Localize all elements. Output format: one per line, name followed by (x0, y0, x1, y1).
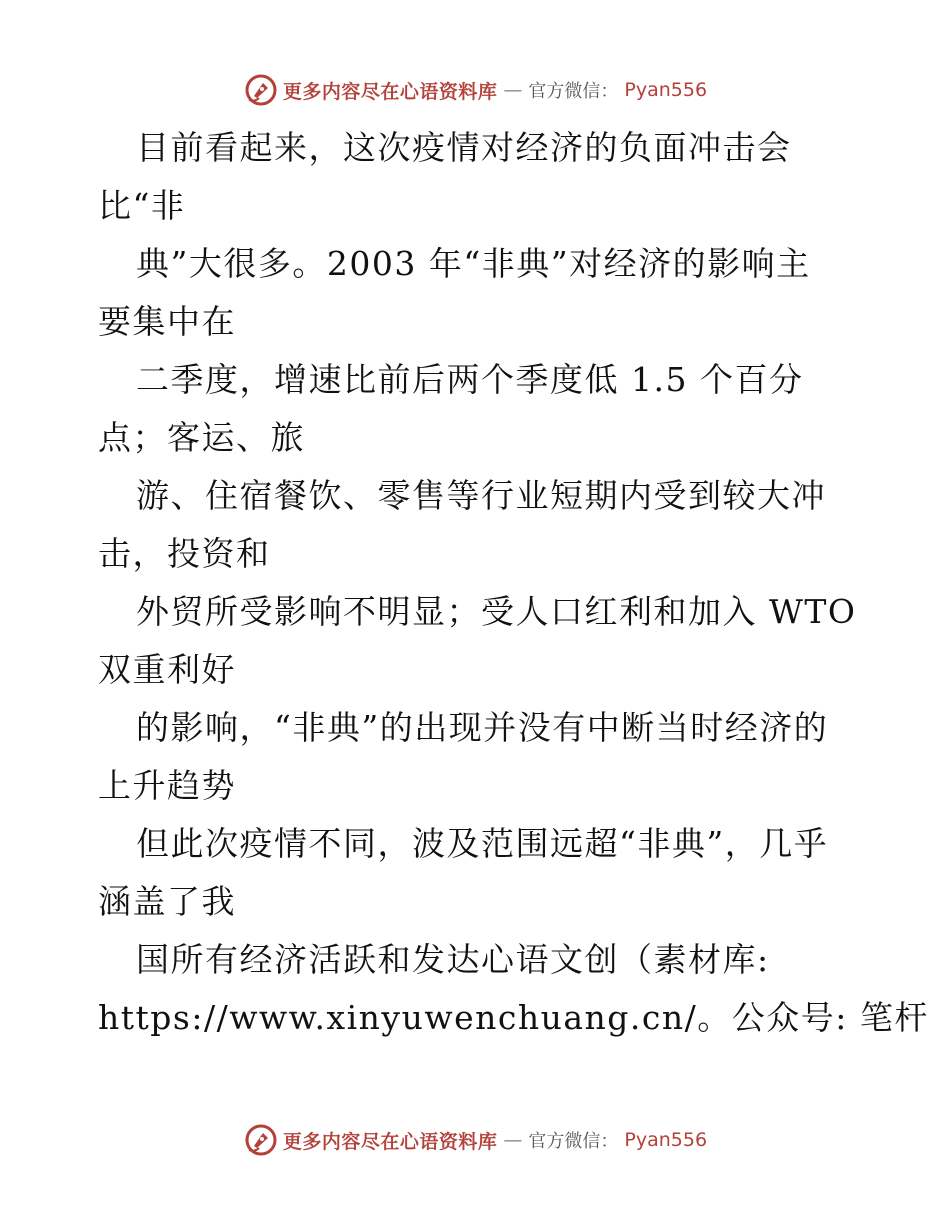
body-line: 游、住宿餐饮、零售等行业短期内受到较大冲 (136, 476, 826, 515)
body-line: 双重利好 (98, 650, 236, 689)
body-line: 二季度，增速比前后两个季度低 1.5 个百分 (136, 360, 804, 399)
header-banner-wechat-id: Pyan556 (624, 79, 708, 101)
body-line: 的影响，“非典”的出现并没有中断当时经济的 (136, 708, 829, 747)
header-banner-title: 更多内容尽在心语资料库 (282, 80, 498, 103)
body-line: 要集中在 (98, 302, 236, 341)
footer-banner-wechat-id: Pyan556 (624, 1129, 708, 1151)
body-line: 涵盖了我 (98, 882, 236, 921)
footer-banner (0, 1120, 950, 1160)
pen-nib-logo-icon (245, 1124, 277, 1156)
pen-nib-logo-icon (245, 74, 277, 106)
header-banner (0, 70, 950, 110)
document-body (98, 128, 929, 1056)
header-banner-content (245, 74, 707, 106)
body-line: 国所有经济活跃和发达心语文创（素材库: (136, 940, 770, 979)
body-line: 点；客运、旅 (98, 418, 305, 457)
body-line: 典”大很多。2003 年“非典”对经济的影响主 (136, 244, 811, 283)
header-banner-sub: 官方微信： (528, 81, 619, 102)
footer-banner-dash: — (503, 1129, 523, 1151)
body-line: 但此次疫情不同，波及范围远超“非典”，几乎 (136, 824, 829, 863)
body-line: 外贸所受影响不明显；受人口红利和加入 WTO (136, 592, 857, 631)
footer-banner-title: 更多内容尽在心语资料库 (282, 1130, 498, 1153)
body-line: 上升趋势 (98, 766, 236, 805)
body-line: 比“非 (98, 186, 186, 225)
footer-banner-sub: 官方微信： (528, 1131, 619, 1152)
body-line: 目前看起来，这次疫情对经济的负面冲击会 (136, 128, 792, 167)
header-banner-dash: — (503, 79, 523, 101)
body-line: https://www.xinyuwenchuang.cn/。公众号: 笔杆 (98, 998, 929, 1037)
footer-banner-content (245, 1124, 707, 1156)
body-line: 击，投资和 (98, 534, 271, 573)
